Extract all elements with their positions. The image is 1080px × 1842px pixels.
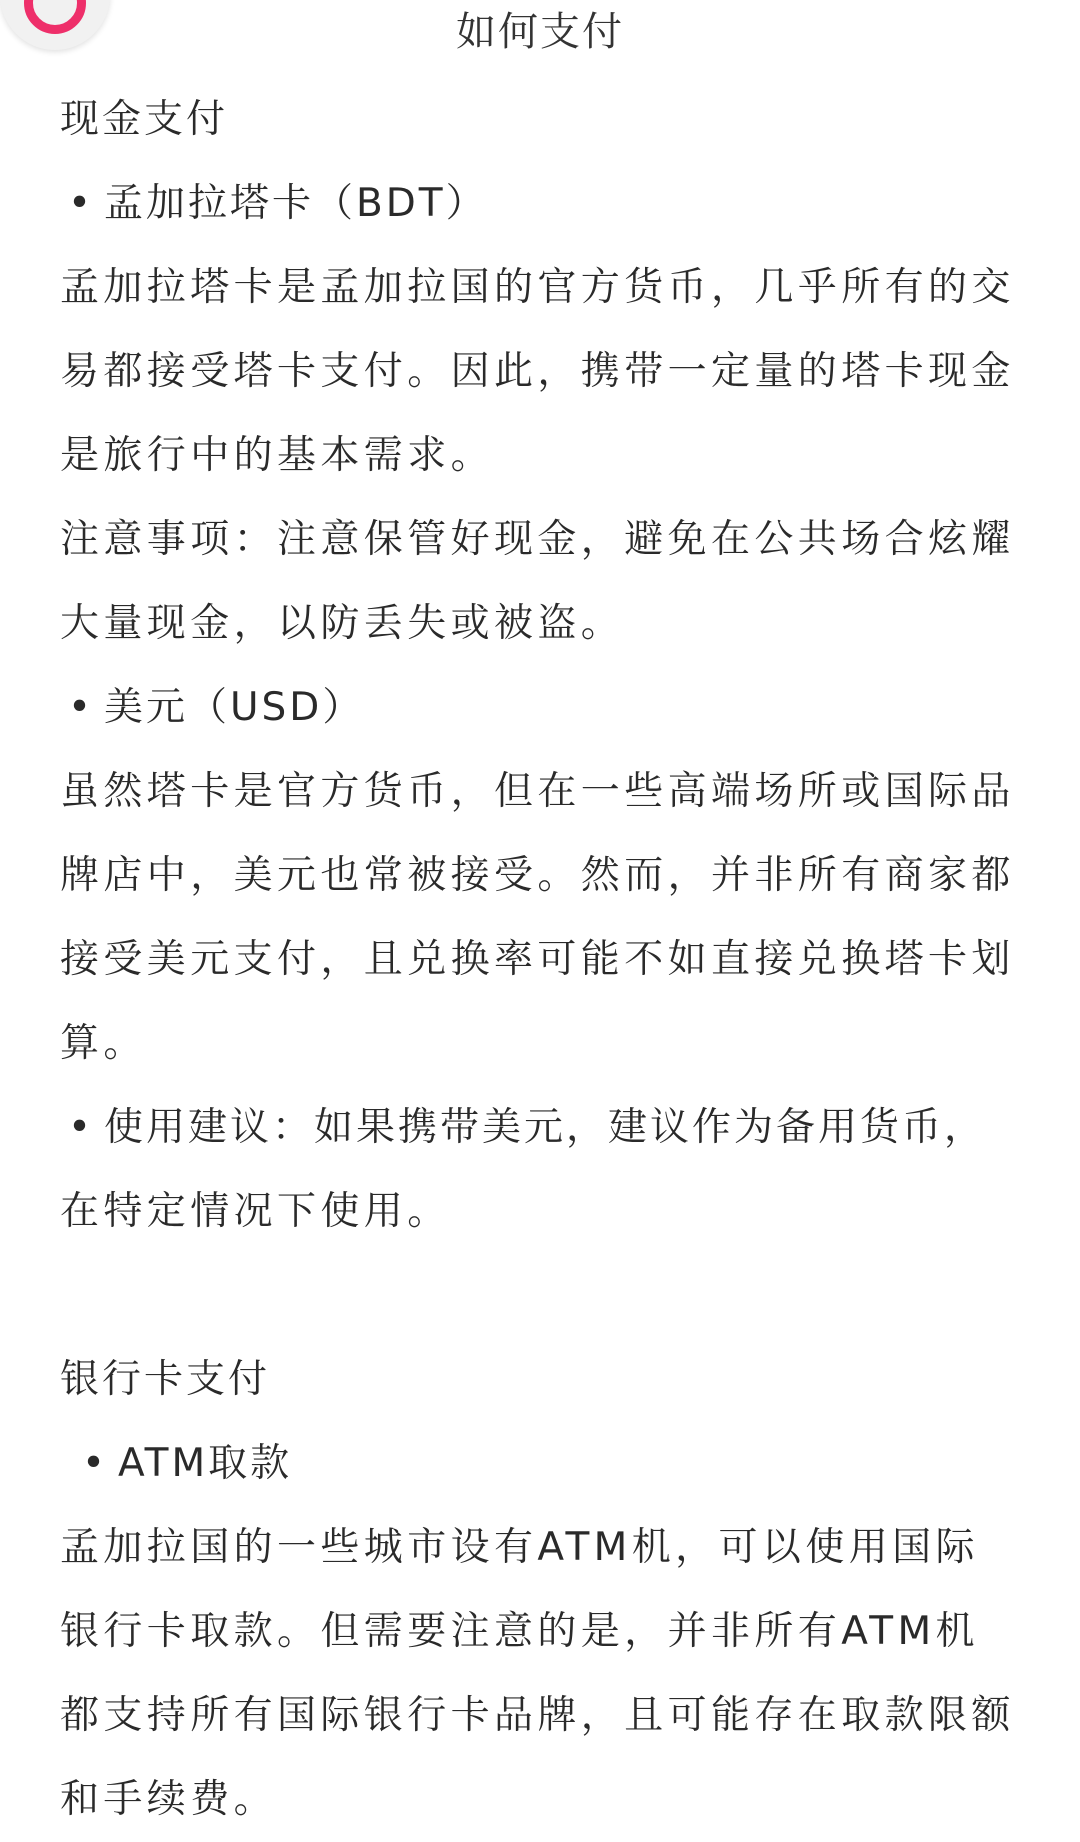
section-title-bank: 银行卡支付	[60, 1357, 271, 1402]
text-line: 在特定情况下使用。	[60, 1189, 451, 1234]
bullet-atm	[60, 1422, 1020, 1506]
text-line: 和手续费。	[60, 1777, 278, 1822]
bdt-description	[60, 246, 1020, 498]
text-line: 是旅行中的基本需求。	[60, 433, 495, 478]
text-line: 孟加拉塔卡是孟加拉国的官方货币，几乎所有的交	[60, 265, 1015, 310]
bullet-atm-label: ATM取款	[118, 1441, 293, 1486]
page-title: 如何支付	[456, 9, 624, 55]
text-line: 大量现金，以防丢失或被盗。	[60, 601, 625, 646]
bullet-bdt	[60, 162, 1020, 246]
text-line: 算。	[60, 1021, 147, 1066]
usage-advice-line: 使用建议：如果携带美元，建议作为备用货币，	[104, 1105, 987, 1150]
section-spacer	[60, 1254, 1020, 1338]
text-line: 都支持所有国际银行卡品牌，且可能存在取款限额	[60, 1693, 1015, 1738]
text-line: 虽然塔卡是官方货币，但在一些高端场所或国际品	[60, 769, 1015, 814]
usage-advice-continued	[60, 1170, 1020, 1254]
bullet-dot-icon: •	[82, 1441, 109, 1486]
bullet-usage-advice	[60, 1086, 1020, 1170]
bullet-dot-icon: •	[68, 1105, 95, 1150]
text-line: 易都接受塔卡支付。因此，携带一定量的塔卡现金	[60, 349, 1015, 394]
bullet-usd-label: 美元（USD）	[104, 685, 365, 730]
bullet-dot-icon: •	[68, 181, 95, 226]
usd-description	[60, 750, 1020, 1086]
atm-description	[60, 1506, 1020, 1842]
text-line: 接受美元支付，且兑换率可能不如直接兑换塔卡划	[60, 937, 1015, 982]
section-title-cash: 现金支付	[60, 97, 229, 142]
bullet-usd	[60, 666, 1020, 750]
text-line: 注意事项：注意保管好现金，避免在公共场合炫耀	[60, 517, 1015, 562]
bullet-dot-icon: •	[68, 685, 95, 730]
bdt-note	[60, 498, 1020, 666]
text-line: 孟加拉国的一些城市设有ATM机，可以使用国际	[60, 1525, 979, 1570]
text-line: 牌店中，美元也常被接受。然而，并非所有商家都	[60, 853, 1015, 898]
bullet-bdt-label: 孟加拉塔卡（BDT）	[104, 181, 488, 226]
article-content	[60, 78, 1020, 1842]
text-line: 银行卡取款。但需要注意的是，并非所有ATM机	[60, 1609, 979, 1654]
